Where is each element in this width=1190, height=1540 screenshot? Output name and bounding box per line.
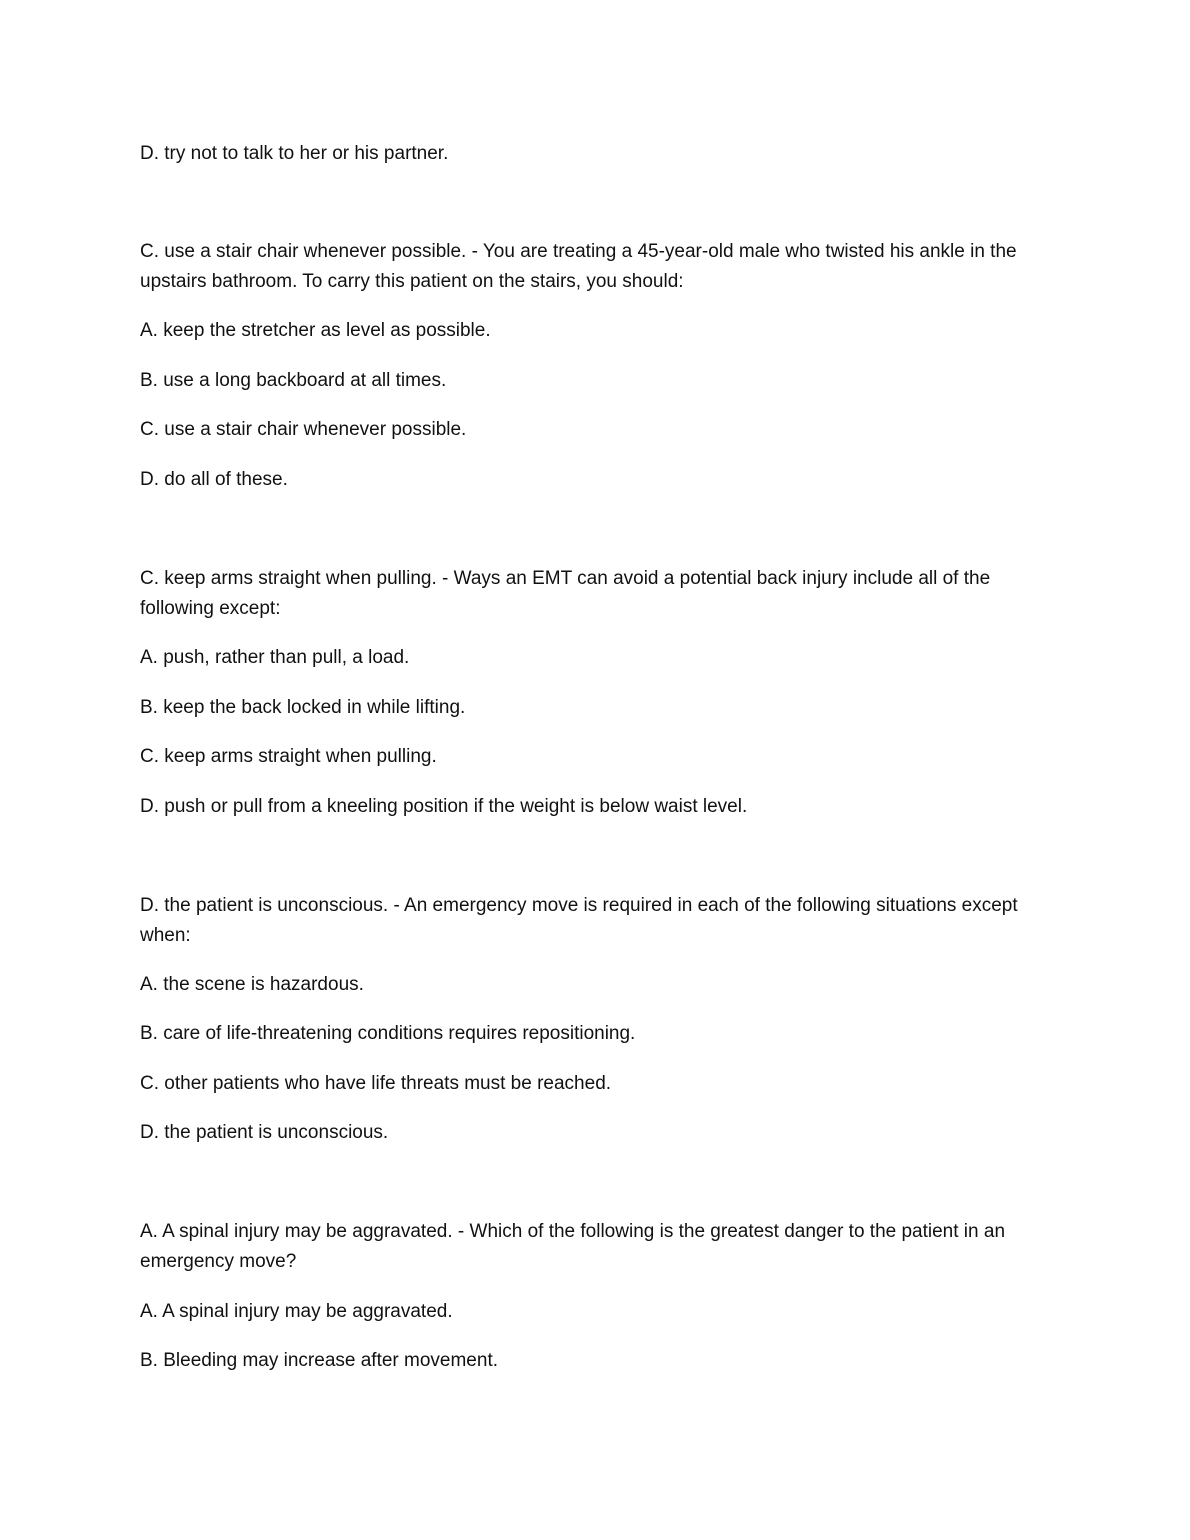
- answer-option-text: D. push or pull from a kneeling position if the weight is below waist level.: [140, 796, 748, 817]
- answer-option-text: A. keep the stretcher as level as possible.: [140, 320, 491, 341]
- question-text: C. keep arms straight when pulling. - Ways an EMT can avoid a potential back injury include all of the following except:: [140, 568, 991, 619]
- answer-option-text: B. Bleeding may increase after movement.: [140, 1350, 499, 1371]
- answer-option-text: B. use a long backboard at all times.: [140, 370, 447, 391]
- answer-option-text: D. do all of these.: [140, 469, 288, 490]
- answer-option-text: C. use a stair chair whenever possible.: [140, 419, 467, 440]
- answer-option-text: C. other patients who have life threats must be reached.: [140, 1073, 612, 1094]
- answer-option-text: A. the scene is hazardous.: [140, 974, 364, 995]
- question-text: C. use a stair chair whenever possible. - You are treating a 45-year-old male who twisted his ankle in the upstairs bathroom. To carry this patient on the stairs, you should:: [140, 241, 1017, 292]
- answer-option-text: A. A spinal injury may be aggravated.: [140, 1301, 453, 1322]
- answer-option-text: D. try not to talk to her or his partner.: [140, 143, 449, 164]
- answer-option-text: A. push, rather than pull, a load.: [140, 647, 410, 668]
- answer-option-text: B. keep the back locked in while lifting.: [140, 697, 466, 718]
- answer-option-text: B. care of life-threatening conditions requires repositioning.: [140, 1023, 636, 1044]
- answer-option-text: D. the patient is unconscious.: [140, 1122, 389, 1143]
- question-text: D. the patient is unconscious. - An emergency move is required in each of the following situations except when:: [140, 895, 1018, 946]
- question-text: A. A spinal injury may be aggravated. - Which of the following is the greatest danger to the patient in an emergency move?: [140, 1221, 1006, 1272]
- answer-option-text: C. keep arms straight when pulling.: [140, 746, 437, 767]
